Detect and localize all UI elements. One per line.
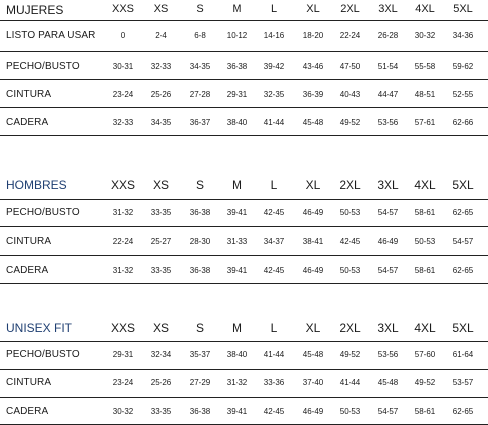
size-label-s: S	[195, 178, 205, 192]
measurement-cell: 50-53	[339, 208, 361, 217]
measurement-cell: 26-28	[377, 31, 399, 40]
measurement-cell: 50-53	[339, 266, 361, 275]
measurement-cell: 45-48	[377, 378, 399, 387]
measurement-cell: 40-43	[339, 90, 361, 99]
size-label-m: M	[232, 3, 242, 15]
measurement-cell: 62-65	[452, 266, 474, 275]
measurement-cell: 33-36	[263, 378, 285, 387]
size-label-2xl: 2XL	[339, 178, 361, 192]
size-label-3xl: 3XL	[378, 3, 398, 15]
measurement-cell: 54-57	[377, 407, 399, 416]
measurement-cell: 31-32	[112, 266, 134, 275]
row-label-cintura: CINTURA	[6, 236, 52, 247]
measurement-cell: 38-41	[302, 237, 324, 246]
measurement-cell: 36-37	[189, 118, 211, 127]
measurement-cell: 45-48	[302, 350, 324, 359]
size-label-xs: XS	[153, 3, 169, 15]
measurement-cell: 34-35	[150, 118, 172, 127]
measurement-cell: 49-52	[414, 378, 436, 387]
section-title: MUJERES	[6, 3, 64, 17]
measurement-cell: 52-55	[452, 90, 474, 99]
measurement-cell: 33-35	[150, 208, 172, 217]
measurement-cell: 46-49	[377, 237, 399, 246]
row-divider	[0, 226, 488, 227]
measurement-cell: 36-38	[226, 62, 248, 71]
measurement-cell: 31-32	[112, 208, 134, 217]
size-label-s: S	[195, 321, 205, 335]
size-label-xxs: XXS	[110, 321, 136, 335]
measurement-cell: 41-44	[263, 118, 285, 127]
size-label-2xl: 2XL	[339, 321, 361, 335]
size-label-3xl: 3XL	[377, 178, 399, 192]
section-title: UNISEX FIT	[6, 321, 73, 335]
row-label-cadera: CADERA	[6, 117, 49, 128]
measurement-cell: 36-39	[302, 90, 324, 99]
measurement-cell: 28-30	[189, 237, 211, 246]
size-label-xs: XS	[152, 321, 170, 335]
measurement-cell: 42-45	[263, 208, 285, 217]
measurement-cell: 57-61	[414, 118, 436, 127]
row-divider	[0, 397, 488, 398]
row-divider	[0, 107, 488, 108]
size-label-l: L	[270, 178, 278, 192]
row-divider	[0, 135, 488, 136]
measurement-cell: 42-45	[263, 407, 285, 416]
measurement-cell: 58-61	[414, 208, 436, 217]
size-label-xxs: XXS	[111, 3, 135, 15]
measurement-cell: 54-57	[377, 266, 399, 275]
measurement-cell: 62-65	[452, 407, 474, 416]
measurement-cell: 53-56	[377, 350, 399, 359]
measurement-cell: 61-64	[452, 350, 474, 359]
measurement-cell: 22-24	[339, 31, 361, 40]
measurement-cell: 41-44	[339, 378, 361, 387]
size-label-xl: XL	[306, 3, 320, 15]
size-label-xs: XS	[152, 178, 170, 192]
row-divider	[0, 283, 488, 284]
measurement-cell: 41-44	[263, 350, 285, 359]
measurement-cell: 54-57	[377, 208, 399, 217]
measurement-cell: 34-37	[263, 237, 285, 246]
size-label-5xl: 5XL	[453, 3, 473, 15]
row-label-cintura: CINTURA	[6, 377, 52, 388]
measurement-cell: 30-32	[414, 31, 436, 40]
size-label-4xl: 4XL	[414, 178, 436, 192]
measurement-cell: 39-41	[226, 266, 248, 275]
measurement-cell: 39-42	[263, 62, 285, 71]
measurement-cell: 51-54	[377, 62, 399, 71]
measurement-cell: 49-52	[339, 350, 361, 359]
row-divider	[0, 341, 488, 342]
measurement-cell: 42-45	[263, 266, 285, 275]
measurement-cell: 39-41	[226, 208, 248, 217]
measurement-cell: 32-34	[150, 350, 172, 359]
measurement-cell: 33-35	[150, 266, 172, 275]
measurement-cell: 50-53	[339, 407, 361, 416]
measurement-cell: 53-57	[452, 378, 474, 387]
measurement-cell: 39-41	[226, 407, 248, 416]
row-divider	[0, 79, 488, 80]
measurement-cell: 32-35	[263, 90, 285, 99]
measurement-cell: 32-33	[112, 118, 134, 127]
measurement-cell: 58-61	[414, 407, 436, 416]
size-label-m: M	[232, 178, 242, 192]
measurement-cell: 48-51	[414, 90, 436, 99]
measurement-cell: 25-26	[150, 90, 172, 99]
size-label-l: L	[270, 3, 278, 15]
measurement-cell: 38-40	[226, 118, 248, 127]
measurement-cell: 53-56	[377, 118, 399, 127]
measurement-cell: 36-38	[189, 407, 211, 416]
measurement-cell: 34-35	[189, 62, 211, 71]
measurement-cell: 62-66	[452, 118, 474, 127]
row-label-cintura: CINTURA	[6, 89, 52, 100]
measurement-cell: 46-49	[302, 208, 324, 217]
row-divider	[0, 199, 488, 200]
measurement-cell: 31-32	[226, 378, 248, 387]
size-label-4xl: 4XL	[415, 3, 435, 15]
row-label-pecho-busto: PECHO/BUSTO	[6, 61, 80, 72]
measurement-cell: 55-58	[414, 62, 436, 71]
measurement-cell: 29-31	[226, 90, 248, 99]
section-title: HOMBRES	[6, 178, 67, 192]
size-label-5xl: 5XL	[452, 178, 474, 192]
measurement-cell: 58-61	[414, 266, 436, 275]
measurement-cell: 22-24	[112, 237, 134, 246]
measurement-cell: 23-24	[112, 90, 134, 99]
size-label-xxs: XXS	[110, 178, 136, 192]
measurement-cell: 0	[120, 31, 126, 40]
size-label-m: M	[232, 321, 242, 335]
measurement-cell: 34-36	[452, 31, 474, 40]
measurement-cell: 62-65	[452, 208, 474, 217]
size-label-l: L	[270, 321, 278, 335]
measurement-cell: 44-47	[377, 90, 399, 99]
measurement-cell: 25-27	[150, 237, 172, 246]
row-divider	[0, 255, 488, 256]
measurement-cell: 18-20	[302, 31, 324, 40]
measurement-cell: 37-40	[302, 378, 324, 387]
size-label-5xl: 5XL	[452, 321, 474, 335]
size-label-2xl: 2XL	[340, 3, 360, 15]
measurement-cell: 36-38	[189, 208, 211, 217]
measurement-cell: 14-16	[263, 31, 285, 40]
row-divider	[0, 369, 488, 370]
measurement-cell: 10-12	[226, 31, 248, 40]
row-label-listo-para-usar: LISTO PARA USAR	[6, 30, 96, 41]
size-label-4xl: 4XL	[414, 321, 436, 335]
row-divider	[0, 51, 488, 52]
measurement-cell: 31-33	[226, 237, 248, 246]
measurement-cell: 27-29	[189, 378, 211, 387]
measurement-cell: 36-38	[189, 266, 211, 275]
row-label-pecho-busto: PECHO/BUSTO	[6, 207, 80, 218]
measurement-cell: 59-62	[452, 62, 474, 71]
size-label-s: S	[196, 3, 204, 15]
measurement-cell: 50-53	[414, 237, 436, 246]
measurement-cell: 45-48	[302, 118, 324, 127]
size-label-3xl: 3XL	[377, 321, 399, 335]
measurement-cell: 54-57	[452, 237, 474, 246]
measurement-cell: 57-60	[414, 350, 436, 359]
measurement-cell: 42-45	[339, 237, 361, 246]
measurement-cell: 25-26	[150, 378, 172, 387]
measurement-cell: 27-28	[189, 90, 211, 99]
measurement-cell: 32-33	[150, 62, 172, 71]
measurement-cell: 2-4	[155, 31, 167, 40]
row-divider	[0, 20, 488, 21]
size-label-xl: XL	[305, 321, 321, 335]
measurement-cell: 43-46	[302, 62, 324, 71]
measurement-cell: 46-49	[302, 407, 324, 416]
measurement-cell: 30-32	[112, 407, 134, 416]
row-label-cadera: CADERA	[6, 406, 49, 417]
size-label-xl: XL	[305, 178, 321, 192]
measurement-cell: 6-8	[194, 31, 206, 40]
row-label-cadera: CADERA	[6, 265, 49, 276]
row-label-pecho-busto: PECHO/BUSTO	[6, 349, 80, 360]
measurement-cell: 47-50	[339, 62, 361, 71]
measurement-cell: 29-31	[112, 350, 134, 359]
measurement-cell: 35-37	[189, 350, 211, 359]
measurement-cell: 38-40	[226, 350, 248, 359]
measurement-cell: 23-24	[112, 378, 134, 387]
measurement-cell: 46-49	[302, 266, 324, 275]
measurement-cell: 30-31	[112, 62, 134, 71]
measurement-cell: 49-52	[339, 118, 361, 127]
measurement-cell: 33-35	[150, 407, 172, 416]
